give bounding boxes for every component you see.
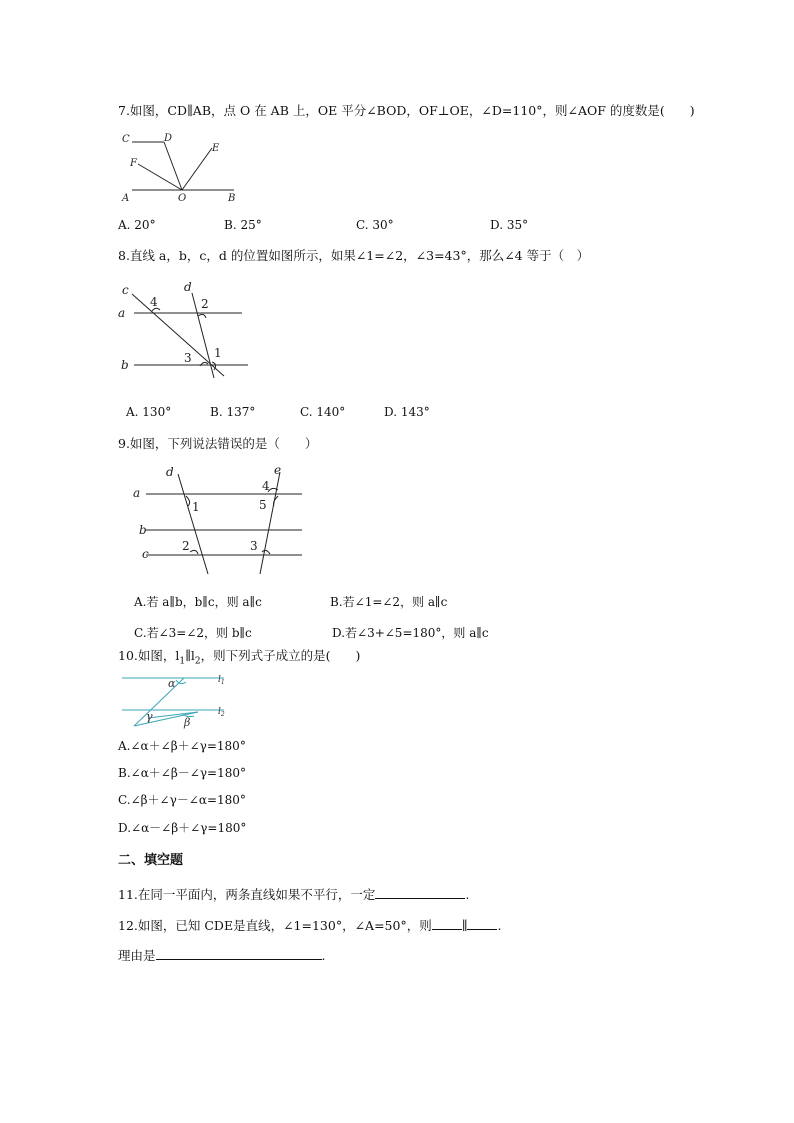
q12-answer-blank-2[interactable]	[467, 917, 497, 930]
q10-label-alpha: α	[168, 677, 176, 690]
q9-angle-2: 2	[182, 539, 190, 553]
q10-option-a: A.∠α＋∠β＋∠γ=180°	[118, 739, 246, 753]
q7-figure	[116, 128, 246, 208]
q10-text: 10.如图，$l_1\parallel l_2$，则下列式子成立的是( )	[118, 648, 361, 667]
q9-option-c: C.若∠3=∠2，则 b∥c	[134, 626, 252, 640]
q8-label-c: c	[122, 283, 129, 297]
q7-option-d: D. 35°	[490, 218, 529, 232]
q10-label-beta: β	[184, 716, 191, 729]
q10-label-gamma: γ	[146, 710, 153, 723]
q8-option-b: B. 137°	[210, 405, 256, 419]
q8-label-d: d	[184, 280, 192, 294]
q9-option-b: B.若∠1=∠2，则 a∥c	[330, 595, 448, 609]
q7-label-o: O	[178, 193, 187, 204]
q10-label-l2: $l_2$	[218, 707, 225, 718]
q9-label-e: e	[274, 463, 282, 477]
q9-option-d: D.若∠3+∠5=180°，则 a∥c	[332, 626, 489, 640]
q9-angle-3: 3	[250, 539, 258, 553]
q9-angle-5: 5	[259, 498, 267, 512]
q9-label-b: b	[139, 523, 147, 537]
q11-text: 11.在同一平面内，两条直线如果不平行，一定 .	[118, 887, 470, 902]
q9-text: 9.如图，下列说法错误的是（ ）	[118, 436, 318, 451]
q9-label-c: c	[142, 547, 149, 561]
q9-option-a: A.若 a∥b，b∥c，则 a∥c	[134, 595, 262, 609]
q12-reason-blank[interactable]	[156, 947, 322, 960]
q7-text: 7.如图，CD∥AB，点 O 在 AB 上，OE 平分∠BOD，OF⊥OE，∠D=110°，则∠AOF 的度数是( )	[118, 103, 695, 118]
q12-reason: 理由是 .	[118, 948, 326, 963]
q8-figure	[116, 280, 256, 380]
q8-angle-2: 2	[201, 297, 209, 311]
q7-label-d: D	[164, 133, 173, 144]
q10-label-l1: $l_1$	[218, 675, 225, 686]
q7-option-b: B. 25°	[224, 218, 262, 232]
q7-option-c: C. 30°	[356, 218, 394, 232]
q7-label-b: B	[228, 193, 236, 204]
q10-option-c: C.∠β＋∠γ－∠α=180°	[118, 793, 246, 807]
q9-label-a: a	[133, 486, 141, 500]
q8-text: 8.直线 a，b，c，d 的位置如图所示，如果∠1=∠2，∠3=43°，那么∠4 等于（ ）	[118, 248, 590, 263]
q8-option-a: A. 130°	[126, 405, 172, 419]
q7-label-f: F	[130, 158, 137, 169]
q10-option-b: B.∠α＋∠β－∠γ=180°	[118, 766, 246, 780]
q8-angle-3: 3	[184, 351, 192, 365]
q8-angle-4: 4	[150, 295, 158, 309]
q9-label-d: d	[166, 465, 174, 479]
q8-angle-1: 1	[214, 346, 222, 360]
q8-label-a: a	[118, 306, 126, 320]
q7-label-e: E	[212, 143, 220, 154]
q9-figure	[128, 460, 308, 578]
q12-answer-blank-1[interactable]	[432, 917, 462, 930]
q10-figure	[118, 670, 248, 732]
q8-option-d: D. 143°	[384, 405, 430, 419]
q11-answer-blank[interactable]	[375, 886, 465, 899]
q8-label-b: b	[121, 358, 129, 372]
q9-angle-1: 1	[192, 500, 200, 514]
q7-label-a: A	[122, 193, 130, 204]
q12-text: 12.如图，已知 CDE是直线，∠1=130°，∠A=50°，则 ∥ .	[118, 918, 502, 933]
q10-option-d: D.∠α－∠β＋∠γ=180°	[118, 821, 247, 835]
q8-option-c: C. 140°	[300, 405, 346, 419]
q7-option-a: A. 20°	[118, 218, 156, 232]
section-title-fill-in: 二、填空题	[118, 853, 184, 868]
q9-angle-4: 4	[262, 479, 270, 493]
q7-label-c: C	[122, 134, 130, 145]
